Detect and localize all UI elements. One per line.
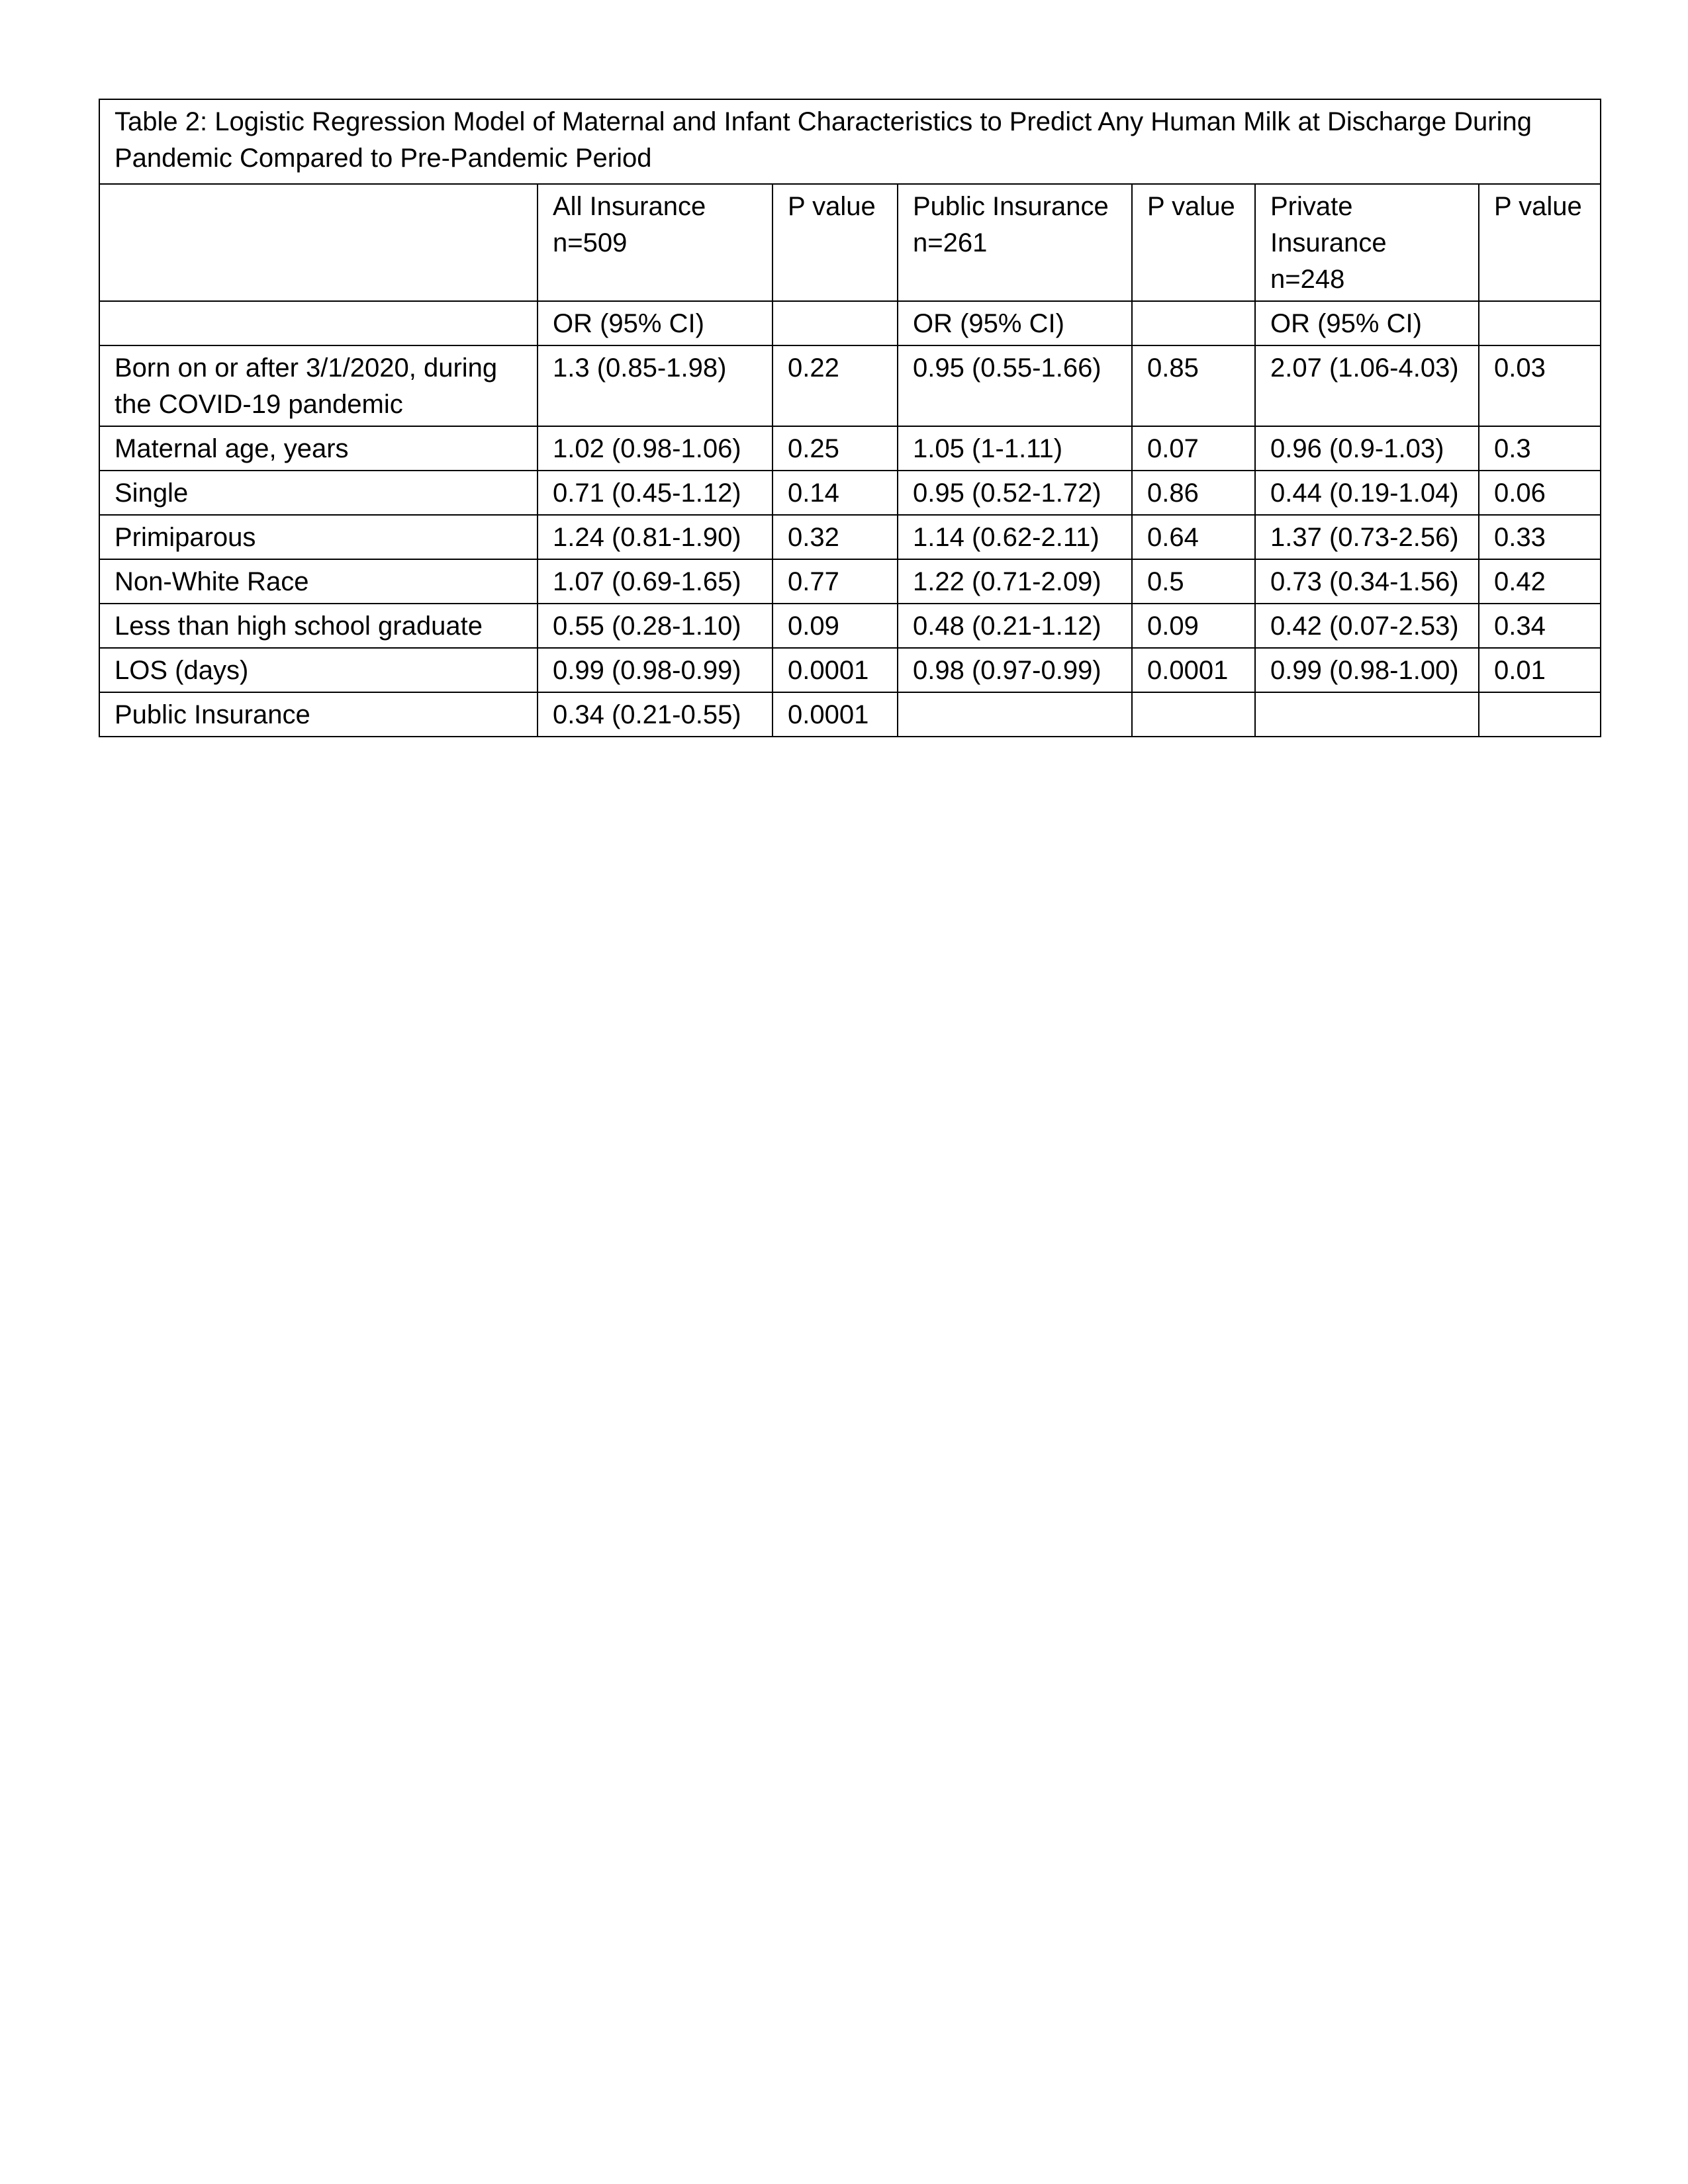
header-private-insurance: Private Insurance n=248 [1255,184,1479,301]
title-row [99,99,1601,184]
row-label: Primiparous [99,515,538,559]
private-p-cell: 0.3 [1479,426,1601,471]
public-p-cell: 0.09 [1132,604,1255,648]
header-row [99,184,1601,301]
public-p-cell [1132,692,1255,737]
private-p-cell: 0.34 [1479,604,1601,648]
subheader-all-or: OR (95% CI) [538,301,773,345]
all-p-cell: 0.09 [773,604,898,648]
all-p-cell: 0.0001 [773,648,898,692]
private-or-cell: 2.07 (1.06-4.03) [1255,345,1479,426]
subheader-private-or: OR (95% CI) [1255,301,1479,345]
table-row [99,648,1601,692]
subheader-blank-p3 [1479,301,1601,345]
header-all-insurance: All Insurance n=509 [538,184,773,301]
all-p-cell: 0.77 [773,559,898,604]
public-or-cell: 0.48 (0.21-1.12) [898,604,1132,648]
public-p-cell: 0.5 [1132,559,1255,604]
row-label: Born on or after 3/1/2020, during the COVID-19 pandemic [99,345,538,426]
header-p-value-public: P value [1132,184,1255,301]
private-or-cell: 1.37 (0.73-2.56) [1255,515,1479,559]
subheader-public-or: OR (95% CI) [898,301,1132,345]
private-or-cell [1255,692,1479,737]
table-row [99,692,1601,737]
regression-table [99,99,1601,737]
public-or-cell: 0.95 (0.52-1.72) [898,471,1132,515]
public-p-cell: 0.86 [1132,471,1255,515]
private-p-cell: 0.42 [1479,559,1601,604]
table-row [99,604,1601,648]
header-p-value-all: P value [773,184,898,301]
header-public-insurance: Public Insurance n=261 [898,184,1132,301]
public-or-cell: 1.14 (0.62-2.11) [898,515,1132,559]
row-label: Maternal age, years [99,426,538,471]
all-or-cell: 1.02 (0.98-1.06) [538,426,773,471]
private-or-cell: 0.73 (0.34-1.56) [1255,559,1479,604]
private-p-cell: 0.06 [1479,471,1601,515]
subheader-row [99,301,1601,345]
table-row [99,345,1601,426]
subheader-blank-cell [99,301,538,345]
public-p-cell: 0.07 [1132,426,1255,471]
row-label: Single [99,471,538,515]
private-p-cell: 0.03 [1479,345,1601,426]
row-label: Non-White Race [99,559,538,604]
private-or-cell: 0.44 (0.19-1.04) [1255,471,1479,515]
all-or-cell: 0.55 (0.28-1.10) [538,604,773,648]
header-blank-cell [99,184,538,301]
table-title: Table 2: Logistic Regression Model of Maternal and Infant Characteristics to Predict Any Human Milk at Discharge During Pandemic Compared to Pre-Pandemic Period [99,99,1601,184]
all-or-cell: 1.3 (0.85-1.98) [538,345,773,426]
row-label: LOS (days) [99,648,538,692]
row-label: Less than high school graduate [99,604,538,648]
table-row [99,515,1601,559]
table-row [99,559,1601,604]
all-p-cell: 0.25 [773,426,898,471]
private-or-cell: 0.42 (0.07-2.53) [1255,604,1479,648]
all-or-cell: 1.07 (0.69-1.65) [538,559,773,604]
public-or-cell: 1.22 (0.71-2.09) [898,559,1132,604]
subheader-blank-p2 [1132,301,1255,345]
private-p-cell: 0.33 [1479,515,1601,559]
all-or-cell: 0.99 (0.98-0.99) [538,648,773,692]
subheader-blank-p1 [773,301,898,345]
all-or-cell: 0.71 (0.45-1.12) [538,471,773,515]
all-p-cell: 0.0001 [773,692,898,737]
row-label: Public Insurance [99,692,538,737]
all-or-cell: 0.34 (0.21-0.55) [538,692,773,737]
public-or-cell: 1.05 (1-1.11) [898,426,1132,471]
private-or-cell: 0.96 (0.9-1.03) [1255,426,1479,471]
public-p-cell: 0.0001 [1132,648,1255,692]
private-p-cell: 0.01 [1479,648,1601,692]
table-row [99,471,1601,515]
public-or-cell [898,692,1132,737]
private-p-cell [1479,692,1601,737]
public-or-cell: 0.98 (0.97-0.99) [898,648,1132,692]
public-or-cell: 0.95 (0.55-1.66) [898,345,1132,426]
all-p-cell: 0.14 [773,471,898,515]
all-p-cell: 0.22 [773,345,898,426]
all-or-cell: 1.24 (0.81-1.90) [538,515,773,559]
header-p-value-private: P value [1479,184,1601,301]
public-p-cell: 0.64 [1132,515,1255,559]
private-or-cell: 0.99 (0.98-1.00) [1255,648,1479,692]
all-p-cell: 0.32 [773,515,898,559]
table-row [99,426,1601,471]
public-p-cell: 0.85 [1132,345,1255,426]
